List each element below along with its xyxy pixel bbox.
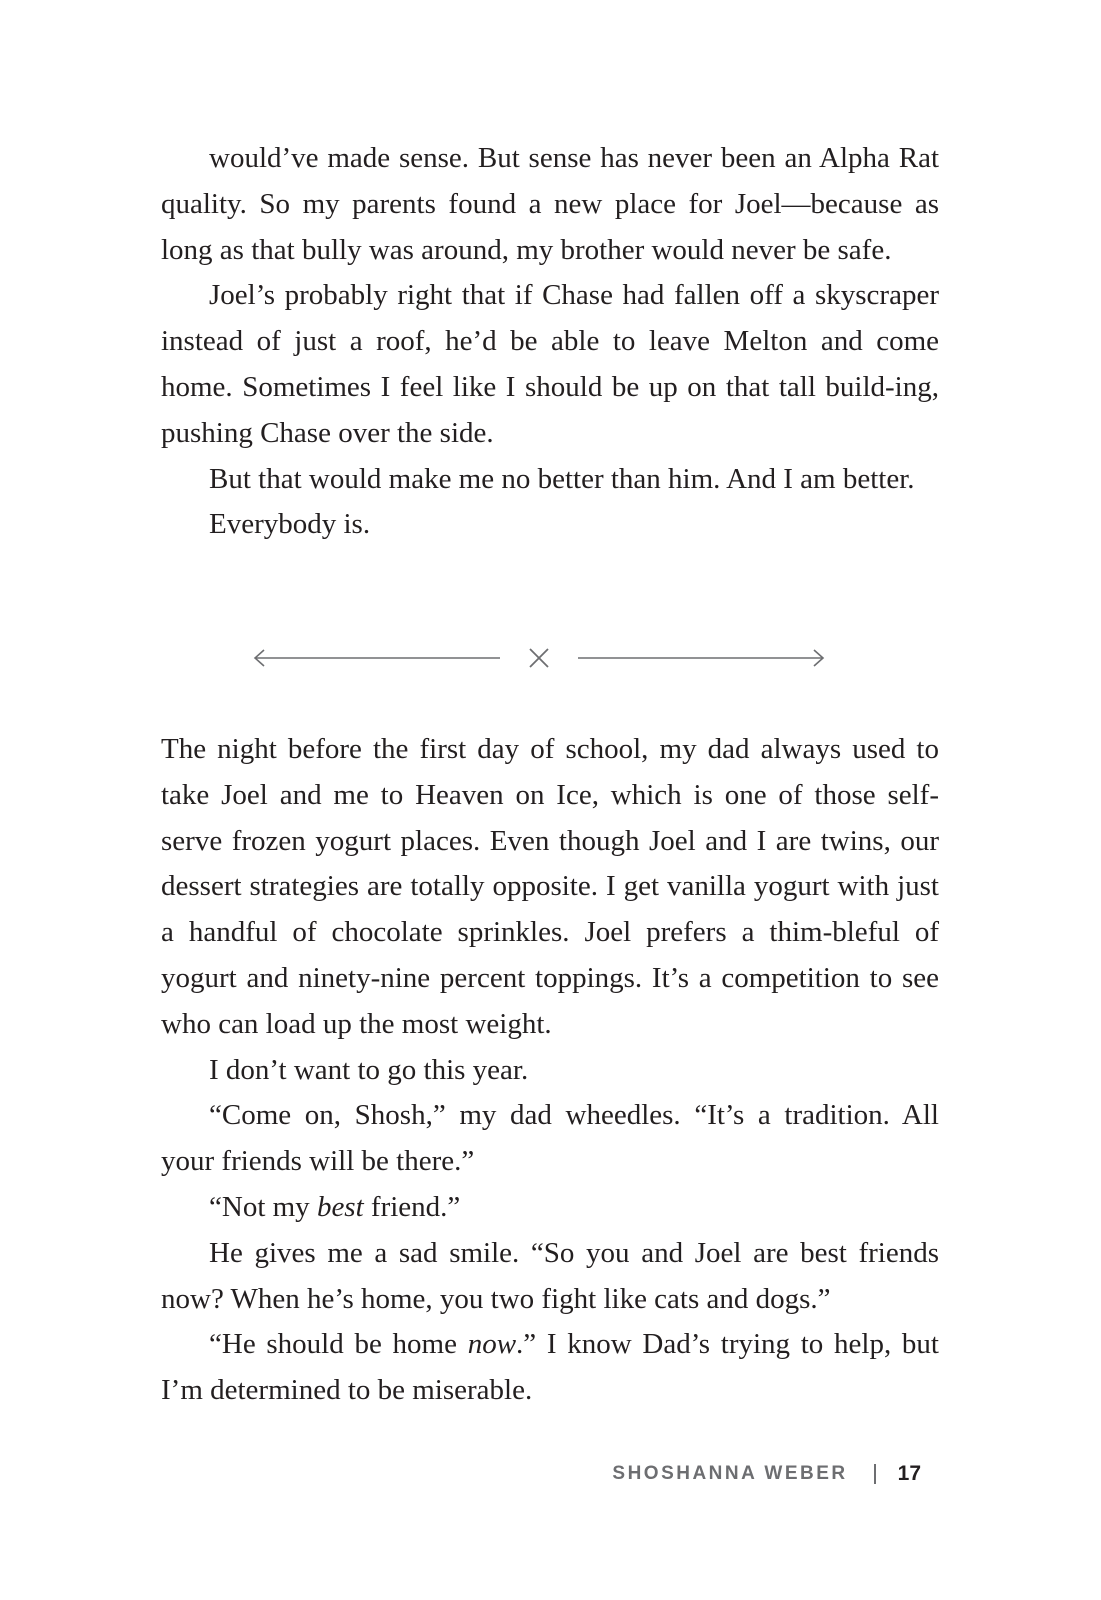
text-run: .” I know Dad’s trying to help, but I’m determined to be miserable.	[161, 1328, 939, 1407]
text-block-bottom	[161, 727, 939, 1414]
page-footer	[612, 1462, 921, 1486]
x-mark-icon	[530, 649, 548, 667]
paragraph: He gives me a sad smile. “So you and Joel are best friends now? When he’s home, you two fight like cats and dogs.”	[161, 1236, 939, 1315]
page-number: 17	[897, 1462, 921, 1485]
paragraph: “Come on, Shosh,” my dad wheedles. “It’s a tradition. All your friends will be there.”	[161, 1099, 939, 1178]
paragraph	[161, 1322, 939, 1414]
emphasis-text: now	[467, 1328, 517, 1361]
paragraph: The night before the first day of school, my dad always used to take Joel and me to Heaven on Ice, which is one of those self-serve frozen yogurt places. Even though Joel and I are twins, our dessert strategies are totally opposite. I get vanilla yogurt with just a handful of chocolate sprinkles. Joel prefers a thim-bleful of yogurt and ninety-nine percent toppings. It’s a competition to see who can load up the most weight.	[161, 733, 939, 1040]
running-footer-author: SHOSHANNA WEBER	[612, 1463, 848, 1484]
paragraph: would’ve made sense. But sense has never been an Alpha Rat quality. So my parents found a new place for Joel—because as long as that bully was around, my brother would never be safe.	[161, 142, 939, 266]
paragraph: Everybody is.	[209, 508, 371, 541]
section-divider	[252, 643, 832, 673]
emphasis-text: best	[316, 1190, 364, 1223]
text-run: “Not my	[209, 1190, 317, 1223]
paragraph: But that would make me no better than him. And I am better.	[209, 462, 915, 495]
paragraph: I don’t want to go this year.	[209, 1053, 529, 1086]
left-arrow-icon	[255, 650, 500, 666]
right-arrow-icon	[578, 650, 823, 666]
text-run: “He should be home	[209, 1328, 468, 1361]
text-run: friend.”	[363, 1190, 461, 1223]
paragraph: Joel’s probably right that if Chase had fallen off a skyscraper instead of just a roof, he’d be able to leave Melton and come home. Sometimes I feel like I should be up on that tall build-ing, pushing Chase over the side.	[161, 279, 939, 449]
footer-separator	[874, 1464, 876, 1484]
paragraph	[161, 1185, 939, 1231]
section-divider-graphic	[252, 643, 832, 673]
text-block-top	[161, 136, 939, 548]
